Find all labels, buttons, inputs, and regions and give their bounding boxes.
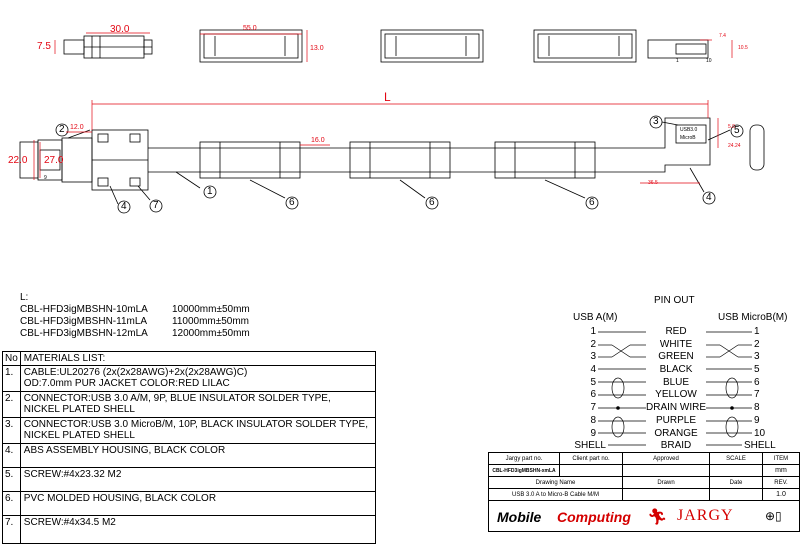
pin-wire-name: BLUE — [662, 376, 690, 388]
dim-22: 22.0 — [8, 155, 28, 166]
pin-left: 4 — [590, 364, 596, 376]
material-no: 6. — [3, 492, 21, 516]
pin-wire-name: PURPLE — [655, 414, 696, 426]
pin-right: 10 — [754, 427, 766, 439]
material-desc: SCREW:#4x23.32 M2 — [20, 468, 375, 492]
tb-unit: mm — [763, 465, 800, 477]
tb-part-no: CBL-HFD3igMBSHN-xmLA — [489, 465, 560, 477]
title-block — [488, 452, 800, 532]
dim-30: 30.0 — [110, 24, 130, 35]
pin-left: 8 — [590, 414, 596, 426]
tb-drawn-header: Drawn — [623, 477, 710, 489]
pin-left: 6 — [590, 389, 596, 401]
pin-left: 3 — [590, 351, 596, 363]
pin-left: 7 — [590, 402, 596, 414]
tb-jargy-header: Jargy part no. — [489, 453, 560, 465]
dim-7-5: 7.5 — [37, 41, 51, 52]
dim-55: 55.0 — [243, 25, 257, 32]
callout-1: 1 — [207, 186, 213, 197]
callout-4-left: 4 — [121, 201, 127, 212]
pin-left: 9 — [590, 427, 596, 439]
pin-left: 1 — [590, 326, 596, 337]
pin-10-label: 10 — [706, 58, 712, 64]
materials-header: MATERIALS LIST: — [20, 352, 375, 366]
dim-10-5: 10.5 — [738, 45, 748, 51]
pinout-right-header: USB MicroB(M) — [718, 312, 788, 323]
microb-label-1: USB3.0 — [680, 127, 698, 133]
callout-6c: 6 — [589, 197, 595, 208]
pin-9-label: 9 — [44, 175, 47, 181]
pin-left: SHELL — [574, 440, 606, 452]
pin-right: 3 — [754, 351, 760, 363]
dim-24-24: 24.24 — [728, 143, 741, 149]
tb-client-value — [560, 465, 623, 477]
tb-date-header: Date — [710, 477, 763, 489]
materials-no-header: No — [3, 352, 21, 366]
material-desc: PVC MOLDED HOUSING, BLACK COLOR — [20, 492, 375, 516]
callout-6a: 6 — [289, 197, 295, 208]
pin-right: 8 — [754, 402, 760, 414]
projection-symbol-icon: ⊕▯ — [765, 509, 782, 523]
microb-label-2: MicroB — [680, 135, 696, 141]
material-no: 2. — [3, 392, 21, 418]
length-part: CBL-HFD3igMBSHN-12mLA — [20, 328, 148, 339]
tb-drawn-value — [623, 489, 710, 501]
tb-rev-value: 1.0 — [763, 489, 800, 501]
runner-logo-icon: 🏃︎ — [647, 509, 668, 526]
pinout-title: PIN OUT — [654, 295, 695, 306]
pin-wire-name: RED — [665, 326, 687, 337]
pin-wire-name: ORANGE — [654, 427, 698, 439]
dim-length-l: L — [384, 90, 391, 104]
dim-12: 12.0 — [70, 124, 84, 131]
tb-logo-row — [489, 501, 800, 532]
material-desc: CONNECTOR:USB 3.0 A/M, 9P, BLUE INSULATOR SOLDER TYPE, NICKEL PLATED SHELL — [20, 392, 375, 418]
pin-wire-name: GREEN — [658, 351, 694, 363]
pin-1-label: 1 — [676, 58, 679, 64]
dim-5: 5.0 — [728, 124, 735, 130]
length-value: 10000mm±50mm — [172, 304, 250, 315]
pin-wire-name: BLACK — [659, 364, 693, 376]
dim-13: 13.0 — [310, 45, 324, 52]
tb-rev-header: REV. — [763, 477, 800, 489]
pin-wire-name: WHITE — [659, 338, 693, 350]
material-no: 4. — [3, 444, 21, 468]
length-table — [20, 292, 250, 340]
pinout-left-header: USB A(M) — [573, 312, 618, 323]
pin-wire-name: BRAID — [660, 440, 692, 452]
pin-right: 2 — [754, 338, 760, 350]
pin-right: 1 — [754, 326, 760, 337]
material-no: 1. — [3, 366, 21, 392]
tb-item-header: ITEM — [763, 453, 800, 465]
material-desc: ABS ASSEMBLY HOUSING, BLACK COLOR — [20, 444, 375, 468]
callout-7: 7 — [153, 200, 159, 211]
dim-36-5: 36.5 — [648, 180, 658, 186]
material-desc: SCREW:#4x34.5 M2 — [20, 516, 375, 544]
material-no: 3. — [3, 418, 21, 444]
tb-scale-value — [710, 465, 763, 477]
material-desc: CONNECTOR:USB 3.0 MicroB/M, 10P, BLACK INSULATOR SOLDER TYPE, NICKEL PLATED SHELL — [20, 418, 375, 444]
length-part: CBL-HFD3igMBSHN-10mLA — [20, 304, 148, 315]
logo-computing: Computing — [557, 509, 631, 525]
length-value: 12000mm±50mm — [172, 328, 250, 339]
length-part: CBL-HFD3igMBSHN-11mLA — [20, 316, 148, 327]
tb-client-header: Client part no. — [560, 453, 623, 465]
callout-2: 2 — [59, 124, 65, 135]
logo-jargy: JARGY — [677, 507, 734, 524]
tb-scale-header: SCALE — [710, 453, 763, 465]
pin-wire-name: DRAIN WIRE — [646, 402, 706, 414]
pin-right: 6 — [754, 376, 760, 388]
dim-27: 27.0 — [44, 155, 64, 166]
tb-drawing-name: USB 3.0 A to Micro-B Cable M/M — [489, 489, 623, 501]
material-no: 5. — [3, 468, 21, 492]
materials-list — [2, 351, 376, 544]
callout-3: 3 — [653, 116, 659, 127]
length-heading: L: — [20, 292, 29, 303]
pin-left: 2 — [590, 338, 596, 350]
callout-4-right: 4 — [706, 192, 712, 203]
callout-6b: 6 — [429, 197, 435, 208]
logo-mobile: Mobile — [497, 509, 542, 525]
pin-right: 5 — [754, 364, 760, 376]
tb-approved-header: Approved — [623, 453, 710, 465]
material-no: 7. — [3, 516, 21, 544]
tb-date-value — [710, 489, 763, 501]
tb-drawing-header: Drawing Name — [489, 477, 623, 489]
dim-16: 16.0 — [311, 137, 325, 144]
pin-left: 5 — [590, 376, 596, 388]
pin-right: SHELL — [744, 440, 776, 452]
tb-approved-value — [623, 465, 710, 477]
material-desc: CABLE:UL20276 (2x(2x28AWG)+2x(2x28AWG)C) OD:7.0mm PUR JACKET COLOR:RED LILAC — [20, 366, 375, 392]
pin-right: 9 — [754, 414, 760, 426]
pinout-rows — [560, 326, 800, 453]
length-value: 11000mm±50mm — [172, 316, 249, 327]
callout-5: 5 — [734, 125, 740, 136]
pin-wire-name: YELLOW — [655, 389, 697, 401]
dim-7-4: 7.4 — [719, 33, 726, 39]
pin-right: 7 — [754, 389, 760, 401]
